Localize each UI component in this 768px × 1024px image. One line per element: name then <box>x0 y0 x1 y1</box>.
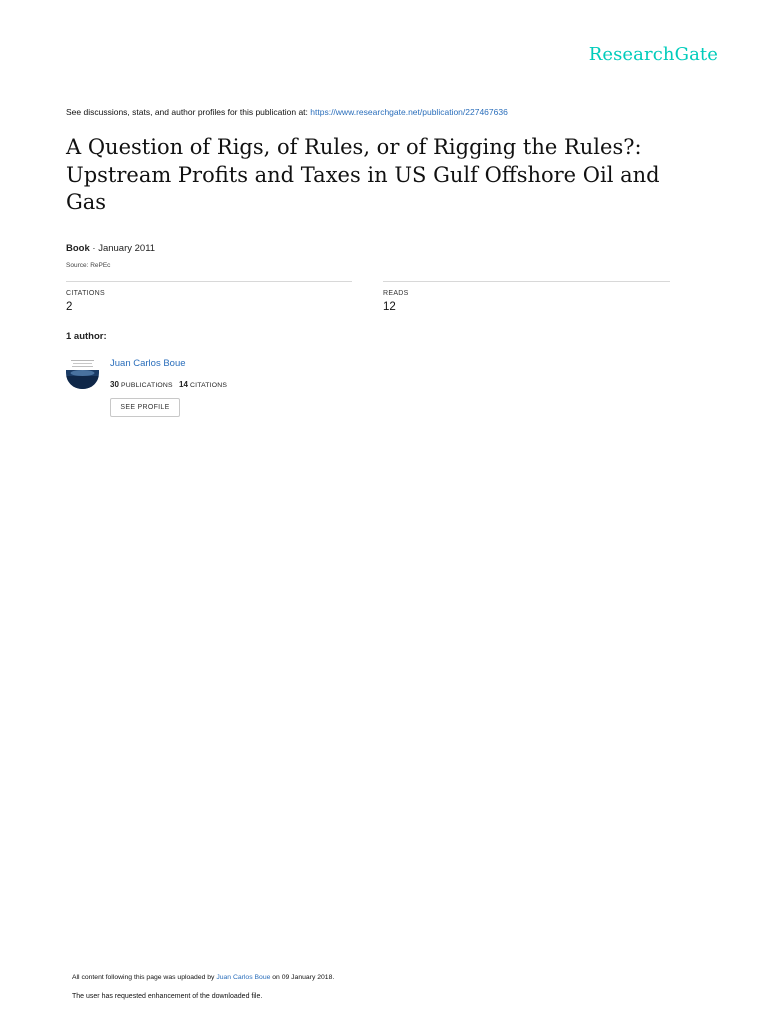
publication-meta <box>66 243 155 254</box>
meta-separator: · <box>89 243 99 254</box>
author-avatar[interactable] <box>66 356 99 389</box>
publication-date: January 2011 <box>98 243 156 254</box>
uploader-link[interactable]: Juan Carlos Boue <box>216 974 271 981</box>
discussion-note <box>66 107 508 117</box>
publication-link[interactable]: https://www.researchgate.net/publication/227467636 <box>310 107 508 117</box>
author-citations-label: CITATIONS <box>190 382 228 389</box>
author-avatar-image <box>66 356 99 389</box>
author-name-link[interactable]: Juan Carlos Boue <box>110 358 186 369</box>
author-stats <box>110 380 227 389</box>
author-publications-count: 30 <box>110 380 119 389</box>
authors-heading: 1 author: <box>66 331 107 342</box>
reads-label: READS <box>383 290 409 297</box>
citations-label: CITATIONS <box>66 290 105 297</box>
reads-value: 12 <box>383 301 396 313</box>
citations-value: 2 <box>66 301 73 313</box>
author-citations-count: 14 <box>179 380 188 389</box>
upload-note <box>72 974 334 981</box>
divider-right <box>383 281 670 282</box>
divider-left <box>66 281 352 282</box>
publication-title: A Question of Rigs, of Rules, or of Rigging the Rules?: Upstream Profits and Taxes in US Gulf Offshore Oil and Gas <box>66 135 660 214</box>
researchgate-logo[interactable]: ResearchGate <box>588 44 718 65</box>
upload-suffix: on 09 January 2018. <box>270 974 335 981</box>
see-profile-button[interactable]: SEE PROFILE <box>110 398 180 417</box>
upload-prefix: All content following this page was uploaded by <box>72 974 217 981</box>
discussion-prefix: See discussions, stats, and author profiles for this publication at: <box>66 107 311 117</box>
publication-type: Book <box>66 243 90 254</box>
author-publications-label: PUBLICATIONS <box>121 382 173 389</box>
publication-source: Source: RePEc <box>66 262 111 269</box>
enhancement-note: The user has requested enhancement of the downloaded file. <box>72 993 263 1000</box>
